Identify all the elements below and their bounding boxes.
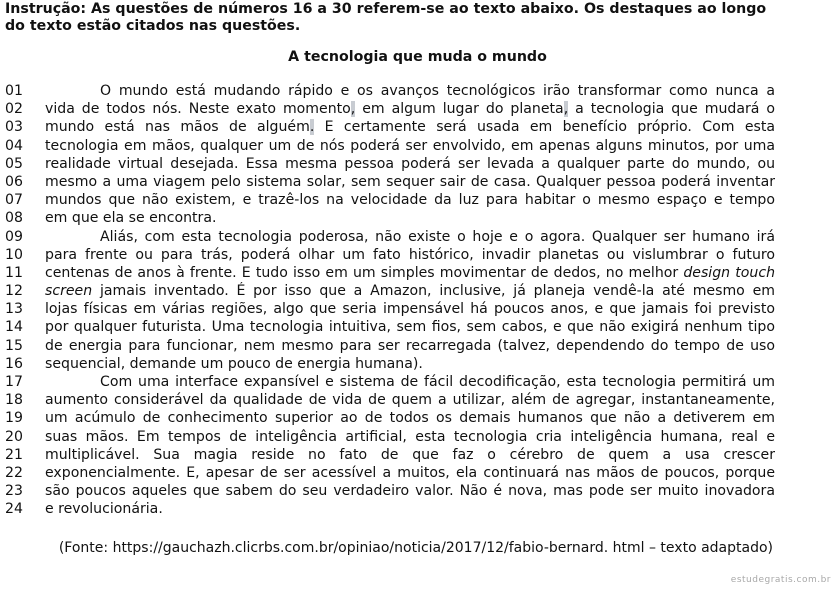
line-text: aumento considerável da qualidade de vida de quem a utilizar, além de agregar, instantaneamente, (45, 392, 775, 409)
line-text: multiplicável. Sua magia reside no fato de que faz o cérebro de quem a usa crescer (45, 446, 775, 463)
line-number: 19 (5, 410, 23, 427)
line-number: 05 (5, 155, 23, 172)
line-number: 10 (5, 246, 23, 263)
line-number: 02 (5, 101, 23, 118)
text-line-15 (5, 337, 775, 355)
line-segment: vida de todos nós. Neste exato momento (45, 101, 351, 118)
line-segment: centenas de anos à frente. E tudo isso em um simples movimentar de dedos, no melhor (45, 264, 684, 281)
text-line-03 (5, 118, 775, 136)
line-text: suas mãos. Em tempos de inteligência artificial, esta tecnologia cria inteligência humana, real e (45, 428, 775, 445)
line-number: 24 (5, 501, 23, 518)
line-segment: E certamente será usada em benefício próprio. Com esta (314, 119, 775, 136)
line-number: 07 (5, 192, 23, 209)
text-line-06 (5, 173, 775, 191)
line-number: 15 (5, 337, 23, 354)
text-title: A tecnologia que muda o mundo (288, 49, 547, 65)
text-line-13 (5, 300, 775, 318)
highlighted-comma-1: , (350, 101, 356, 118)
line-text: em que ela se encontra. (45, 210, 217, 227)
line-number: 18 (5, 392, 23, 409)
line-text: Aliás, com esta tecnologia poderosa, não existe o hoje e o agora. Qualquer ser humano irá (100, 228, 775, 245)
line-number: 08 (5, 210, 23, 227)
line-text (45, 100, 775, 118)
line-text: por qualquer futurista. Uma tecnologia intuitiva, sem fios, sem cabos, e que não exigirá nenhum tipo (45, 319, 775, 336)
line-text: de energia para funcionar, nem mesmo para ser recarregada (talvez, dependendo do tempo de uso (45, 337, 775, 354)
text-line-16 (5, 355, 775, 373)
line-text (45, 264, 775, 282)
text-line-24 (5, 500, 775, 518)
text-line-14 (5, 318, 775, 336)
line-number: 17 (5, 374, 23, 390)
line-number: 03 (5, 119, 23, 136)
line-text: realidade virtual desejada. Essa mesma pessoa poderá ser levada a qualquer parte do mundo, ou (45, 155, 775, 172)
line-text: mundos que não existem, e trazê-los na velocidade da luz para habitar o mesmo espaço e tempo (45, 192, 775, 209)
line-text: são poucos aqueles que sabem do seu verdadeiro valor. Não é nova, mas pode ser muito inovadora (45, 483, 775, 500)
line-segment: em algum lugar do planeta (355, 101, 564, 118)
line-text: Com uma interface expansível e sistema de fácil decodificação, esta tecnologia permitirá um (100, 374, 775, 390)
line-text: lojas físicas em várias regiões, algo que seria impensável há poucos anos, e que jamais foi previsto (45, 301, 775, 318)
text-line-07 (5, 191, 775, 209)
text-line-10 (5, 246, 775, 264)
line-text: para frente ou para trás, poderá olhar um fato histórico, invadir planetas ou vislumbrar o futuro (45, 246, 775, 263)
text-line-22 (5, 464, 775, 482)
text-line-12 (5, 282, 775, 300)
text-line-11 (5, 264, 775, 282)
line-segment: a tecnologia que mudará o (568, 101, 775, 118)
text-line-23 (5, 482, 775, 500)
line-segment: mundo está nas mãos de alguém (45, 119, 310, 136)
text-line-18 (5, 391, 775, 409)
line-number: 01 (5, 83, 23, 99)
line-text (45, 118, 775, 136)
text-line-01 (5, 82, 775, 100)
line-number: 12 (5, 283, 23, 300)
line-number: 09 (5, 228, 23, 245)
source-citation: (Fonte: https://gauchazh.clicrbs.com.br/opiniao/noticia/2017/12/fabio-bernard. html – texto adaptado) (58, 540, 773, 556)
line-text: tecnologia em mãos, qualquer um de nós poderá ser envolvido, em apenas alguns minutos, por uma (45, 137, 775, 154)
italic-term: screen (45, 283, 93, 300)
line-number: 06 (5, 173, 23, 190)
line-number: 11 (5, 264, 23, 281)
line-number: 13 (5, 301, 23, 318)
instruction-text: Instrução: As questões de números 16 a 30 referem-se ao texto abaixo. Os destaques ao longo do texto estão citados nas questões. (5, 1, 767, 34)
numbered-text (5, 82, 775, 519)
highlighted-comma-2: , (563, 101, 569, 118)
text-line-04 (5, 137, 775, 155)
line-text: O mundo está mudando rápido e os avanços tecnológicos irão transformar como nunca a (100, 83, 775, 99)
text-line-21 (5, 446, 775, 464)
text-line-05 (5, 155, 775, 173)
line-number: 14 (5, 319, 23, 336)
line-text: e revolucionária. (45, 501, 163, 518)
highlighted-period: . (309, 119, 315, 136)
line-number: 20 (5, 428, 23, 445)
line-text: mesmo a uma viagem pelo sistema solar, sem sequer sair de casa. Qualquer pessoa poderá inventar (45, 173, 775, 190)
watermark: estudegratis.com.br (730, 575, 831, 585)
text-line-19 (5, 409, 775, 427)
text-line-08 (5, 209, 775, 227)
line-number: 16 (5, 355, 23, 372)
text-line-09 (5, 228, 775, 246)
line-number: 04 (5, 137, 23, 154)
italic-term: design touch (683, 264, 775, 281)
text-line-20 (5, 428, 775, 446)
line-number: 21 (5, 446, 23, 463)
line-number: 23 (5, 483, 23, 500)
line-number: 22 (5, 464, 23, 481)
text-line-17 (5, 373, 775, 391)
line-segment: jamais inventado. É por isso que a Amazon, inclusive, já planeja vendê-la até mesmo em (92, 283, 775, 300)
line-text: sequencial, demande um pouco de energia humana). (45, 355, 423, 372)
text-line-02 (5, 100, 775, 118)
line-text: um acúmulo de conhecimento superior ao de todos os demais humanos que não a detiverem em (45, 410, 775, 427)
line-text: exponencialmente. E, apesar de ser acessível a muitos, ela continuará nas mãos de poucos, porque (45, 464, 775, 481)
line-text (45, 282, 775, 300)
